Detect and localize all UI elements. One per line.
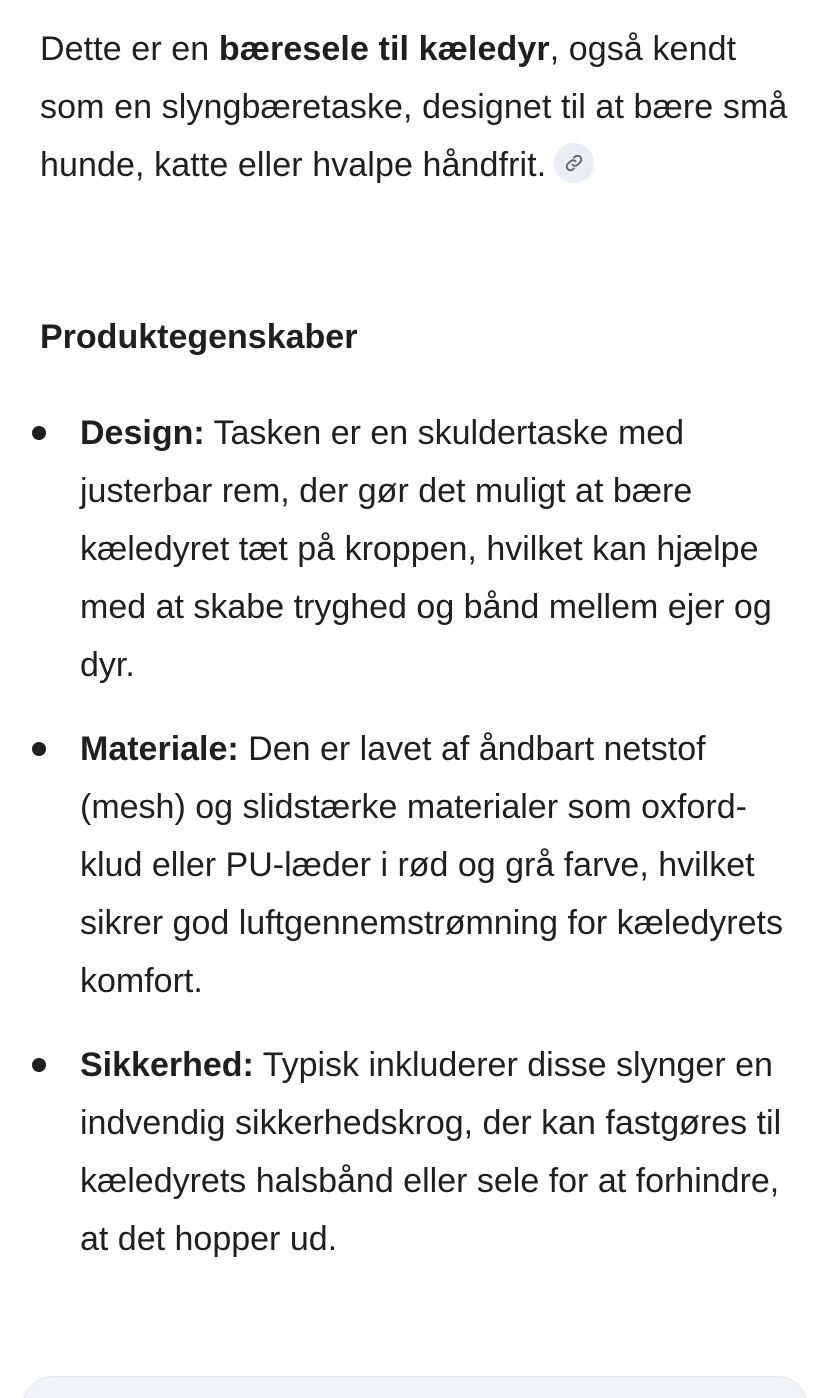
feature-text: Typisk inkluderer disse slynger en indvendig sikkerhedskrog, der kan fastgøres til kæledyrets halsbånd eller sele for at forhindre, at det hopper ud.	[80, 1046, 782, 1258]
section-heading: Produktegenskaber	[40, 318, 358, 356]
link-icon	[564, 153, 584, 173]
answer-content	[40, 20, 790, 1258]
intro-paragraph	[40, 20, 790, 194]
feature-label: Materiale:	[80, 730, 239, 768]
bottom-panel	[22, 1376, 808, 1398]
bullet-dot	[32, 1058, 46, 1072]
list-item-sikkerhed	[40, 1036, 800, 1268]
source-link-button[interactable]	[554, 143, 594, 183]
feature-label: Sikkerhed:	[80, 1046, 254, 1084]
intro-bold-term: bæresele til kæledyr	[218, 30, 550, 68]
bullet-dot	[32, 742, 46, 756]
feature-text: Den er lavet af åndbart netstof (mesh) og slidstærke materialer som oxford-klud eller PU-læder i rød og grå farve, hvilket sikrer god luftgennemstrømning for kæledyrets komfort.	[80, 730, 783, 1000]
intro-text-end: , også kendt som en slyngbæretaske, designet til at bære små hunde, katte eller hvalpe håndfrit.	[40, 30, 788, 184]
feature-text: Tasken er en skuldertaske med justerbar rem, der gør det muligt at bære kæledyret tæt på kroppen, hvilket kan hjælpe med at skabe tryghed og bånd mellem ejer og dyr.	[80, 414, 772, 684]
list-item-design	[40, 404, 800, 694]
feature-list	[40, 404, 800, 1294]
list-item-materiale	[40, 720, 800, 1010]
bullet-dot	[32, 426, 46, 440]
intro-text-start: Dette er en	[40, 30, 219, 68]
feature-label: Design:	[80, 414, 205, 452]
